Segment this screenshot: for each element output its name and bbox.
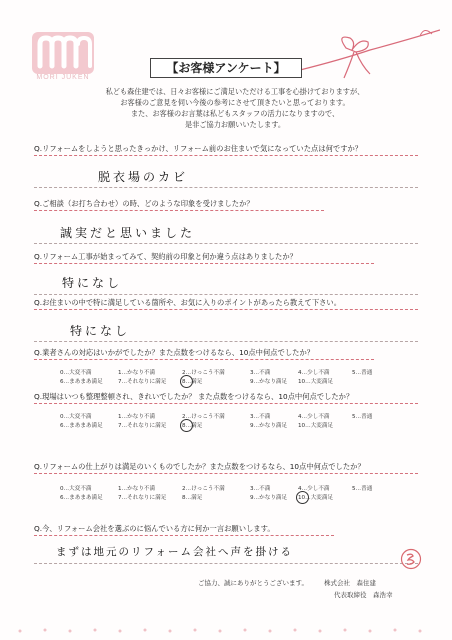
company-name: 株式会社 森住建 bbox=[324, 579, 376, 587]
answer-2: 誠実だと思いました bbox=[60, 226, 196, 240]
scale-option: 1…かなり不満 bbox=[118, 414, 156, 420]
question-2: Q.ご相談（お打ち合わせ）の時、どのような印象を受けましたか？ bbox=[34, 199, 254, 208]
scale-option: 5…普通 bbox=[352, 486, 373, 492]
scale-option: 1…かなり不満 bbox=[118, 486, 156, 492]
scale-option: 9…かなり満足 bbox=[250, 495, 288, 501]
question-4: Q.お住まいの中で特に満足している箇所や、お気に入りのポイントがあったら教えて下さい。 bbox=[34, 298, 342, 307]
rating-scale bbox=[60, 412, 380, 430]
scale-option: 10…大変満足 bbox=[298, 423, 334, 429]
scale-option: 0…大変不満 bbox=[60, 486, 92, 492]
scale-option: 8…満足 bbox=[182, 379, 203, 385]
question-underline bbox=[34, 155, 418, 156]
scale-option: 3…不満 bbox=[250, 370, 271, 376]
question-6: Q.現場はいつも整理整頓され、きれいでしたか？ また点数をつけるなら、10点中何点でしたか？ bbox=[34, 392, 354, 401]
scale-option: 8…満足 bbox=[182, 423, 203, 429]
scale-option: 9…かなり満足 bbox=[250, 379, 288, 385]
scale-option: 7…それなりに満足 bbox=[118, 495, 167, 501]
question-1: Q.リフォームをしようと思ったきっかけ、リフォーム前のお住まいで気になっていた点は何ですか？ bbox=[34, 144, 363, 153]
question-8: Q.今、リフォーム会社を選ぶのに悩んでいる方に何か一言お願いします。 bbox=[34, 524, 275, 533]
scale-option: 3…不満 bbox=[250, 486, 271, 492]
intro-line: 私ども森住建では、日々お客様にご満足いただける工事を心掛けておりますが、 bbox=[105, 87, 365, 96]
rating-scale bbox=[60, 484, 380, 502]
scale-option: 1…かなり不満 bbox=[118, 370, 156, 376]
scale-option: 6…まあまあ満足 bbox=[60, 495, 103, 501]
answer-line bbox=[34, 294, 418, 295]
signature-stamp bbox=[400, 548, 422, 570]
score-circle-mark bbox=[180, 419, 193, 432]
answer-1: 脱衣場のカビ bbox=[98, 170, 189, 184]
answer-line bbox=[34, 187, 418, 188]
question-underline bbox=[34, 263, 374, 264]
footer-decoration bbox=[0, 626, 452, 636]
scale-option: 4…少し不満 bbox=[298, 414, 330, 420]
scale-option: 2…けっこう不満 bbox=[182, 370, 225, 376]
scale-option: 0…大変不満 bbox=[60, 370, 92, 376]
scale-option: 4…少し不満 bbox=[298, 370, 330, 376]
ribbon-decoration bbox=[300, 20, 440, 90]
answer-8: まずは地元のリフォーム会社へ声を掛ける bbox=[56, 546, 293, 558]
scale-option: 3…不満 bbox=[250, 414, 271, 420]
intro-line: 是非ご協力お願いいたします。 bbox=[184, 120, 286, 129]
question-3: Q.リフォーム工事が始まってみて、契約前の印象と何か違う点はありましたか？ bbox=[34, 252, 297, 261]
answer-3: 特になし bbox=[62, 276, 123, 290]
thanks-text: ご協力、誠にありがとうございます。 bbox=[198, 579, 308, 587]
scale-option: 2…けっこう不満 bbox=[182, 486, 225, 492]
scale-option: 0…大変不満 bbox=[60, 414, 92, 420]
question-5: Q.業者さんの対応はいかがでしたか？また点数をつけるなら、10点中何点でしたか？ bbox=[34, 348, 315, 357]
scale-option: 7…それなりに満足 bbox=[118, 379, 167, 385]
scale-option: 5…普通 bbox=[352, 370, 373, 376]
scale-option: 10…大変満足 bbox=[298, 379, 334, 385]
question-underline bbox=[34, 359, 374, 360]
score-circle-mark bbox=[296, 491, 309, 504]
scale-option: 4…少し不満 bbox=[298, 486, 330, 492]
survey-title: 【お客様アンケート】 bbox=[150, 58, 302, 78]
question-7: Q.リフォームの仕上がりは満足のいくものでしたか？また点数をつけるなら、10点中何点でしたか？ bbox=[34, 462, 365, 471]
question-underline bbox=[34, 309, 418, 310]
score-circle-mark bbox=[180, 375, 193, 388]
scale-option: 10…大変満足 bbox=[298, 495, 334, 501]
question-underline bbox=[34, 403, 418, 404]
answer-line bbox=[34, 563, 418, 564]
question-underline bbox=[34, 210, 324, 211]
intro-line: また、お客様のお言葉は私どもスタッフの活力になりますので、 bbox=[130, 109, 340, 118]
answer-line bbox=[34, 243, 418, 244]
scale-option: 7…それなりに満足 bbox=[118, 423, 167, 429]
answer-line bbox=[34, 341, 418, 342]
question-underline bbox=[34, 535, 334, 536]
intro-text bbox=[60, 86, 410, 130]
scale-option: 5…普通 bbox=[352, 414, 373, 420]
answer-4: 特になし bbox=[70, 324, 131, 338]
intro-line: お客様のご意見を伺い今後の参考にさせて頂きたいと思っております。 bbox=[120, 98, 350, 107]
logo-subtitle: MORI JUKEN bbox=[36, 74, 90, 81]
scale-option: 9…かなり満足 bbox=[250, 423, 288, 429]
scale-option: 6…まあまあ満足 bbox=[60, 423, 103, 429]
scale-option: 8…満足 bbox=[182, 495, 203, 501]
rating-scale bbox=[60, 368, 380, 386]
question-underline bbox=[34, 473, 418, 474]
scale-option: 6…まあまあ満足 bbox=[60, 379, 103, 385]
scale-option: 2…けっこう不満 bbox=[182, 414, 225, 420]
representative: 代表取締役 森浩幸 bbox=[334, 591, 393, 599]
